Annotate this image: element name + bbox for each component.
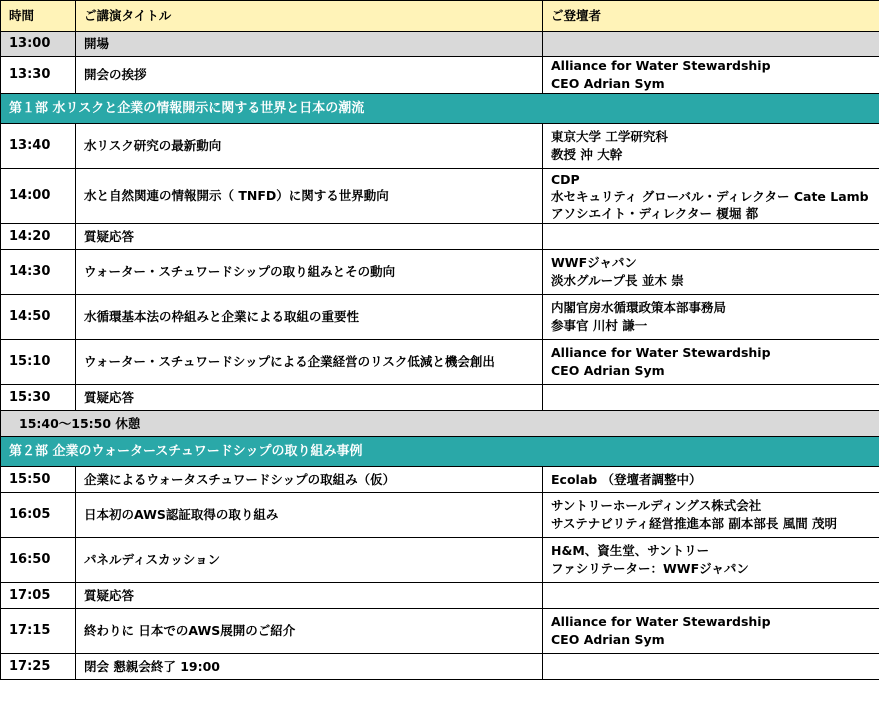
session-speaker xyxy=(543,467,879,493)
speaker-line: 教授 沖 大幹 xyxy=(551,147,623,162)
speaker-line: Alliance for Water Stewardship xyxy=(551,614,771,629)
header-title: ご講演タイトル xyxy=(76,1,543,32)
session-speaker xyxy=(543,57,879,94)
session-speaker xyxy=(543,385,879,411)
section-row xyxy=(1,437,879,467)
section-title: 第２部 企業のウォータースチュワードシップの取り組み事例 xyxy=(1,437,879,467)
session-row xyxy=(1,169,879,224)
speaker-line: WWFジャパン xyxy=(551,255,637,270)
session-time: 14:50 xyxy=(1,295,76,340)
session-speaker xyxy=(543,654,879,680)
session-title: 開場 xyxy=(76,32,543,57)
session-time: 14:00 xyxy=(1,169,76,224)
break-label: 15:40〜15:50 休憩 xyxy=(1,411,879,437)
session-speaker xyxy=(543,250,879,295)
speaker-line: 淡水グループ長 並木 崇 xyxy=(551,273,684,288)
section-row xyxy=(1,94,879,124)
speaker-line: ファシリテーター：WWFジャパン xyxy=(551,561,749,576)
session-row xyxy=(1,609,879,654)
session-title: 閉会 懇親会終了 19:00 xyxy=(76,654,543,680)
session-speaker xyxy=(543,32,879,57)
session-speaker xyxy=(543,169,879,224)
session-title: 質疑応答 xyxy=(76,385,543,411)
table-header-row xyxy=(1,1,879,32)
speaker-line: 参事官 川村 謙一 xyxy=(551,318,648,333)
section-title: 第１部 水リスクと企業の情報開示に関する世界と日本の潮流 xyxy=(1,94,879,124)
session-title: 質疑応答 xyxy=(76,583,543,609)
speaker-line: Alliance for Water Stewardship xyxy=(551,58,771,73)
session-time: 13:00 xyxy=(1,32,76,57)
speaker-line: サステナビリティ経営推進本部 副本部長 風間 茂明 xyxy=(551,516,838,531)
session-time: 15:50 xyxy=(1,467,76,493)
session-time: 17:05 xyxy=(1,583,76,609)
session-row xyxy=(1,124,879,169)
session-time: 13:40 xyxy=(1,124,76,169)
session-time: 16:05 xyxy=(1,493,76,538)
session-title: 企業によるウォータスチュワードシップの取組み（仮） xyxy=(76,467,543,493)
session-title: 終わりに 日本でのAWS展開のご紹介 xyxy=(76,609,543,654)
speaker-line: CDP xyxy=(551,171,580,187)
speaker-line: Alliance for Water Stewardship xyxy=(551,345,771,360)
session-title: ウォーター・スチュワードシップの取り組みとその動向 xyxy=(76,250,543,295)
speaker-line: CEO Adrian Sym xyxy=(551,76,665,91)
session-speaker xyxy=(543,340,879,385)
speaker-line: 内閣官房水循環政策本部事務局 xyxy=(551,300,727,315)
session-time: 16:50 xyxy=(1,538,76,583)
session-title: 日本初のAWS認証取得の取り組み xyxy=(76,493,543,538)
session-title: ウォーター・スチュワードシップによる企業経営のリスク低減と機会創出 xyxy=(76,340,543,385)
session-time: 17:15 xyxy=(1,609,76,654)
session-time: 13:30 xyxy=(1,57,76,94)
session-time: 14:20 xyxy=(1,224,76,250)
session-title: 開会の挨拶 xyxy=(76,57,543,94)
speaker-line: CEO Adrian Sym xyxy=(551,363,665,378)
session-title: 質疑応答 xyxy=(76,224,543,250)
session-row xyxy=(1,654,879,680)
session-row xyxy=(1,493,879,538)
speaker-line: アソシエイト・ディレクター 榎堀 都 xyxy=(551,205,759,221)
session-speaker xyxy=(543,493,879,538)
session-row xyxy=(1,57,879,94)
session-time: 15:30 xyxy=(1,385,76,411)
session-row xyxy=(1,224,879,250)
session-row xyxy=(1,385,879,411)
session-speaker xyxy=(543,583,879,609)
session-row xyxy=(1,538,879,583)
header-speaker: ご登壇者 xyxy=(543,1,879,32)
session-speaker xyxy=(543,295,879,340)
speaker-line: H&M、資生堂、サントリー xyxy=(551,543,710,558)
session-row xyxy=(1,250,879,295)
speaker-line: Ecolab （登壇者調整中） xyxy=(551,471,702,487)
session-title: 水循環基本法の枠組みと企業による取組の重要性 xyxy=(76,295,543,340)
session-row xyxy=(1,295,879,340)
header-time: 時間 xyxy=(1,1,76,32)
session-row xyxy=(1,467,879,493)
session-title: パネルディスカッション xyxy=(76,538,543,583)
session-speaker xyxy=(543,609,879,654)
session-row xyxy=(1,583,879,609)
speaker-line: CEO Adrian Sym xyxy=(551,632,665,647)
session-time: 15:10 xyxy=(1,340,76,385)
speaker-line: 水セキュリティ グローバル・ディレクター Cate Lamb xyxy=(551,188,869,204)
session-speaker xyxy=(543,538,879,583)
session-time: 17:25 xyxy=(1,654,76,680)
session-title: 水リスク研究の最新動向 xyxy=(76,124,543,169)
speaker-line: 東京大学 工学研究科 xyxy=(551,129,668,144)
break-row xyxy=(1,411,879,437)
session-speaker xyxy=(543,124,879,169)
session-speaker xyxy=(543,224,879,250)
session-row xyxy=(1,340,879,385)
session-row xyxy=(1,32,879,57)
session-title: 水と自然関連の情報開示（ TNFD）に関する世界動向 xyxy=(76,169,543,224)
speaker-line: サントリーホールディングス株式会社 xyxy=(551,498,762,513)
session-time: 14:30 xyxy=(1,250,76,295)
